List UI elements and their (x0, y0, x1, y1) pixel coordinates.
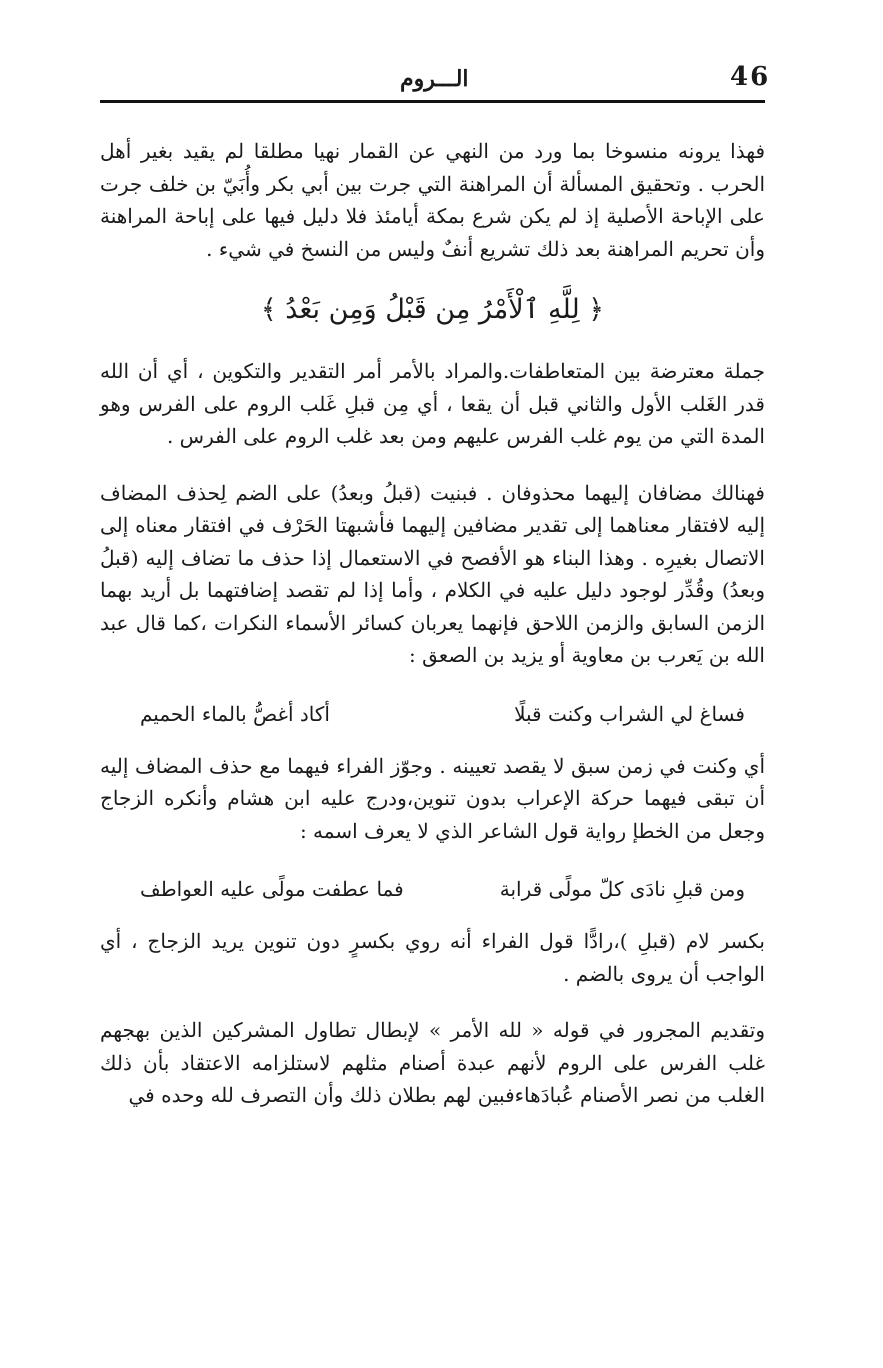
paragraph-1: فهذا يرونه منسوخا بما ورد من النهي عن القمار نهيا مطلقا لم يقيد بغير أهل الحرب . وتحقيق المسألة أن المراهنة التي جرت بين أبي بكر وأُبَيّ بن خلف جرت على الإباحة الأصلية إذ لم يكن شرع بمكة أيامئذ فلا دليل فيها على إباحة المراهنة وأن تحريم المراهنة بعد ذلك تشريع أنفٌ وليس من النسخ في شيء . (100, 139, 765, 261)
poem-verse-1 (100, 692, 765, 736)
paragraph-6: وتقديم المجرور في قوله « لله الأمر » لإبطال تطاول المشركين الذين بهجهم غلب الفرس على الروم لأنهم عبدة أصنام مثلهم لاستلزامه الاعتقاد بأن ذلك الغلب من نصر الأصنام عُبادَهاءفبين لهم بطلان ذلك وأن التصرف لله وحده في (100, 1018, 765, 1107)
running-title: الـــروم (400, 66, 469, 92)
poem-2-second-hemistich: فما عطفت مولًى عليه العواطف (140, 877, 404, 901)
poem-1-first-hemistich: فساغ لي الشراب وكنت قبلًا (514, 701, 745, 726)
page-number: 46 (730, 62, 771, 92)
paragraph-5: بكسر لام (قبلِ )،رادًّا قول الفراء أنه روي بكسرٍ دون تنوين يريد الزجاج ، أي الواجب أن يروى بالضم . (100, 929, 765, 986)
page-body (100, 135, 765, 1136)
paragraph-3: فهنالك مضافان إليهما محذوفان . فبنيت (قبلُ وبعدُ) على الضم لِحذف المضاف إليه لافتقار معناهما إلى تقدير مضافين إليهما فأشبهتا الحَرْف في افتقار معناه إلى الاتصال بغيرِه . وهذا البناء هو الأفصح في الاستعمال إذا حذف ما تضاف إليه (قبلُ وبعدُ) وقُدِّر لوجود دليل عليه في الكلام ، وأما إذا لم تقصد إضافتهما بل أريد بهما الزمن السابق والزمن اللاحق فإنهما يعربان كسائر الأسماء النكرات ،كما قال عبد الله بن يَعرب بن معاوية أو يزيد بن الصعق : (100, 480, 765, 667)
poem-verse-2 (100, 867, 765, 911)
poem-1-second-hemistich: أكاد أغصُّ بالماء الحميم (140, 701, 330, 726)
poem-2-first-hemistich: ومن قبلِ نادَى كلّ مولًى قرابة (499, 877, 745, 901)
header-divider (100, 100, 765, 103)
paragraph-2: جملة معترضة بين المتعاطفات.والمراد بالأمر أمر التقدير والتكوين ، أي أن الله قدر الغَلب الأول والثاني قبل أن يقعا ، أي مِن قبلِ غَلب الروم على الفرس وهو المدة التي من يوم غلب الفرس عليهم ومن بعد غلب الروم على الفرس . (100, 359, 765, 448)
paragraph-4: أي وكنت في زمن سبق لا يقصد تعيينه . وجوّز الفراء فيهما مع حذف المضاف إليه أن تبقى فيهما حركة الإعراب بدون تنوين،ودرج عليه ابن هشام وأنكره الزجاج وجعل من الخطإ رواية قول الشاعر الذي لا يعرف اسمه : (100, 753, 765, 843)
page-header (100, 60, 771, 100)
quran-verse-quote: ﴿ لِلَّهِ ٱلْأَمْرُ مِن قَبْلُ وَمِن بَعْدُ ﴾ (260, 294, 605, 325)
